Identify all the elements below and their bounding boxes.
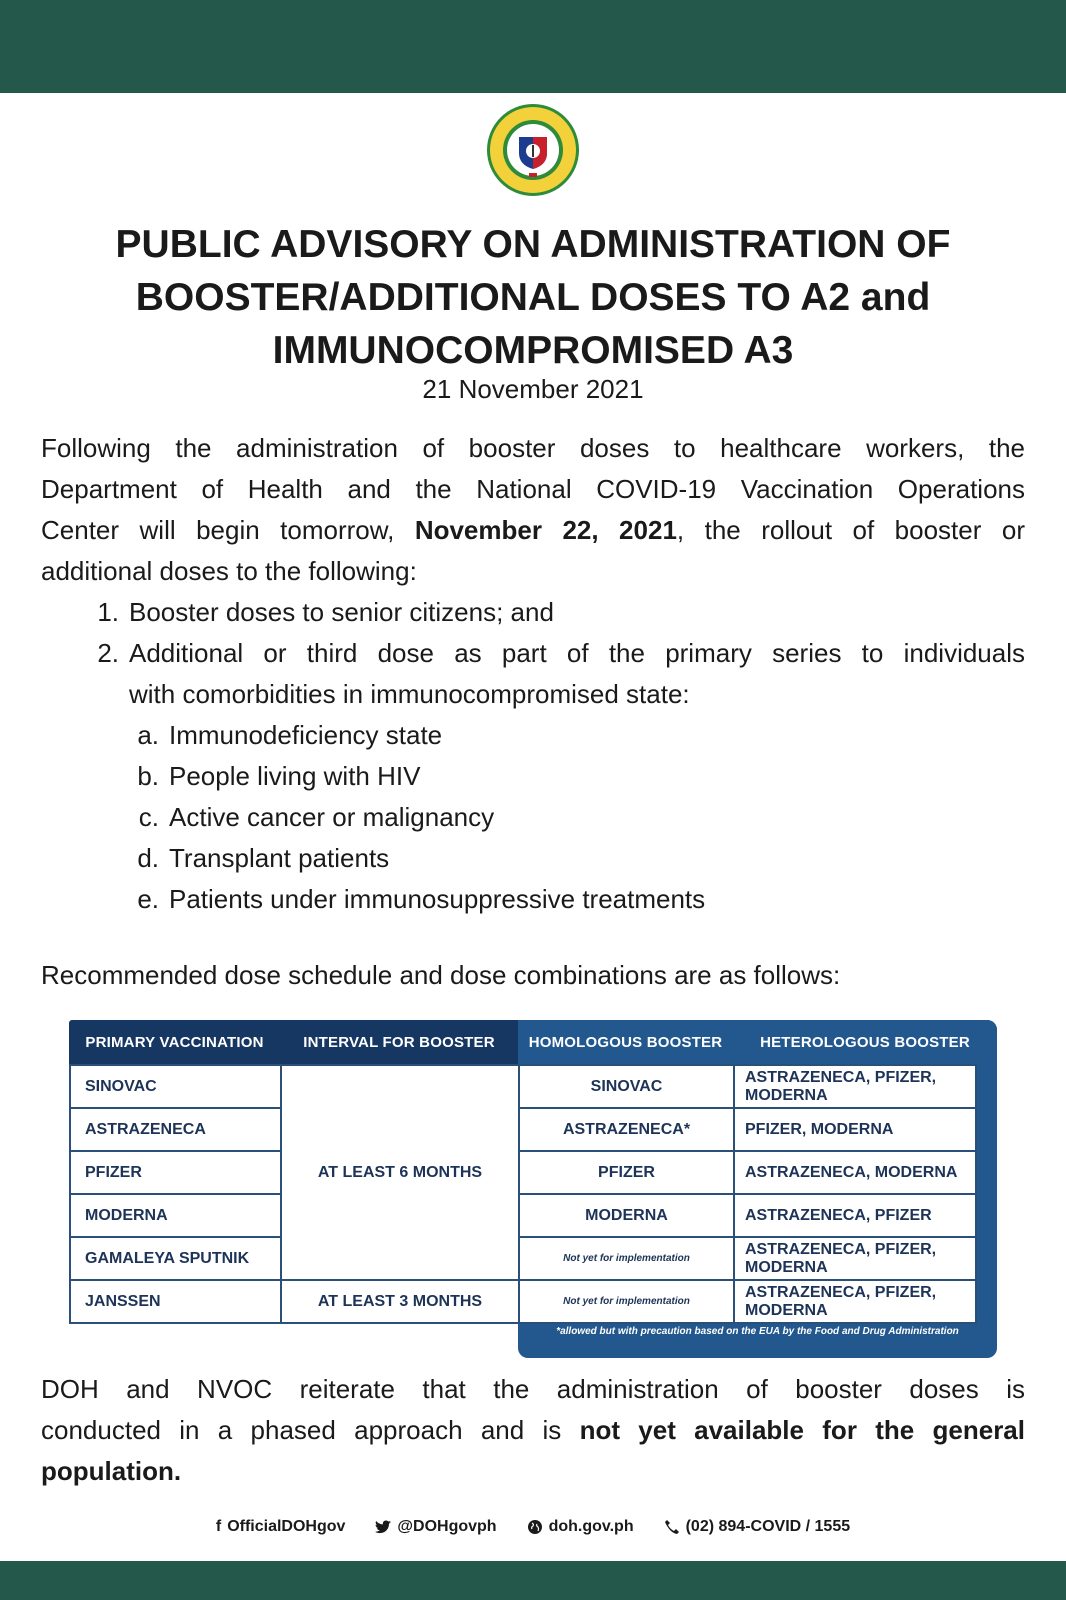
list-item (41, 592, 1025, 633)
intro-line-3 (41, 510, 1025, 551)
phone-icon (664, 1519, 680, 1535)
sub-list-letter: b. (137, 761, 159, 791)
cell-interval-3-months: AT LEAST 3 MONTHS (280, 1279, 520, 1324)
header-primary: PRIMARY VACCINATION (85, 1033, 264, 1051)
list-text (119, 633, 1025, 715)
cell-homologous: PFIZER (518, 1150, 735, 1195)
closing-bold-end: population. (41, 1456, 182, 1486)
cell-primary: JANSSEN (69, 1279, 282, 1324)
twitter-contact[interactable] (375, 1518, 496, 1536)
table-footnote: *allowed but with precaution based on the EUA by the Food and Drug Administration (556, 1326, 959, 1337)
cell-interval-6-months: AT LEAST 6 MONTHS (280, 1064, 520, 1281)
cell-primary: GAMALEYA SPUTNIK (69, 1236, 282, 1281)
twitter-handle: @DOHgovph (397, 1518, 497, 1535)
advisory-title (40, 218, 1026, 377)
sub-list-letter: a. (137, 720, 159, 750)
cell-primary: PFIZER (69, 1150, 282, 1195)
facebook-icon: f (215, 1518, 222, 1535)
website-contact[interactable] (527, 1518, 634, 1536)
list-number: 2. (97, 638, 119, 668)
closing-line-2 (41, 1410, 1025, 1451)
closing-bold-text: not yet available for the general (579, 1415, 1025, 1445)
sub-list-text: Patients under immunosuppressive treatments (169, 884, 706, 914)
cell-homologous: MODERNA (518, 1193, 735, 1238)
cell-heterologous: ASTRAZENECA, MODERNA (733, 1150, 977, 1195)
facebook-contact[interactable] (216, 1518, 346, 1536)
intro-paragraph (41, 428, 1025, 592)
cell-homologous: Not yet for implementation (518, 1279, 735, 1324)
cell-primary: MODERNA (69, 1193, 282, 1238)
sub-list-text: Immunodeficiency state (169, 720, 443, 750)
title-line-3: IMMUNOCOMPROMISED A3 (272, 329, 794, 372)
intro-date-bold: November 22, 2021 (414, 515, 677, 545)
cell-homologous: Not yet for implementation (518, 1236, 735, 1281)
header-heterologous: HETEROLOGOUS BOOSTER (733, 1020, 997, 1064)
sub-list-text: Active cancer or malignancy (169, 802, 495, 832)
list-number: 1. (97, 597, 119, 627)
closing-line-1: DOH and NVOC reiterate that the administration of booster doses is (41, 1374, 1025, 1404)
intro-line-4: additional doses to the following: (41, 556, 417, 586)
cell-primary: SINOVAC (69, 1064, 282, 1109)
sub-list-text: Transplant patients (169, 843, 390, 873)
closing-paragraph (41, 1369, 1025, 1492)
recipients-list (41, 592, 1025, 920)
closing-line-2-start: conducted in a phased approach and is (41, 1415, 580, 1445)
contact-bar (0, 1518, 1066, 1536)
cell-homologous: ASTRAZENECA* (518, 1107, 735, 1152)
intro-line-3-end: , the rollout of booster or (676, 515, 1025, 545)
intro-line-1: Following the administration of booster doses to healthcare workers, the (41, 433, 1025, 463)
list-text-line-1: Additional or third dose as part of the primary series to individuals (129, 638, 1025, 668)
sub-list-text: People living with HIV (169, 761, 421, 791)
closing-line-3 (41, 1451, 1025, 1492)
list-text-line-2: with comorbidities in immunocompromised state: (129, 679, 690, 709)
cell-homologous: SINOVAC (518, 1064, 735, 1109)
doh-seal-logo (486, 103, 580, 197)
title-line-1: PUBLIC ADVISORY ON ADMINISTRATION OF (115, 223, 951, 266)
header-interval: INTERVAL FOR BOOSTER (303, 1033, 495, 1051)
cell-heterologous: ASTRAZENECA, PFIZER, MODERNA (733, 1236, 977, 1281)
top-band (0, 0, 1066, 93)
title-line-2: BOOSTER/ADDITIONAL DOSES TO A2 and (135, 276, 931, 319)
bottom-band (0, 1561, 1066, 1600)
phone-contact[interactable] (664, 1518, 851, 1536)
sub-list-item (41, 756, 1025, 797)
advisory-date: 21 November 2021 (422, 374, 644, 404)
list-item (41, 633, 1025, 715)
list-text: Booster doses to senior citizens; and (129, 597, 554, 627)
sub-list-item (41, 715, 1025, 756)
sub-list-item (41, 838, 1025, 879)
twitter-icon (375, 1520, 391, 1534)
sub-list-letter: d. (137, 843, 159, 873)
globe-icon (527, 1519, 543, 1535)
dose-schedule-table (69, 1020, 997, 1358)
cell-heterologous: ASTRAZENECA, PFIZER, MODERNA (733, 1064, 977, 1109)
cell-heterologous: ASTRAZENECA, PFIZER, MODERNA (733, 1279, 977, 1324)
header-homologous: HOMOLOGOUS BOOSTER (518, 1020, 733, 1064)
cell-primary: ASTRAZENECA (69, 1107, 282, 1152)
sub-list-letter: e. (137, 884, 159, 914)
website-url: doh.gov.ph (548, 1518, 634, 1535)
facebook-handle: OfficialDOHgov (227, 1518, 346, 1535)
phone-number: (02) 894-COVID / 1555 (685, 1518, 851, 1535)
intro-line-2: Department of Health and the National COVID-19 Vaccination Operations (41, 474, 1025, 504)
cell-heterologous: ASTRAZENECA, PFIZER (733, 1193, 977, 1238)
intro-line-3-start: Center will begin tomorrow, (41, 515, 415, 545)
cell-heterologous: PFIZER, MODERNA (733, 1107, 977, 1152)
recommended-heading: Recommended dose schedule and dose combinations are as follows: (41, 960, 841, 990)
sub-list-item (41, 797, 1025, 838)
sub-list-item (41, 879, 1025, 920)
sub-list-letter: c. (138, 802, 159, 832)
